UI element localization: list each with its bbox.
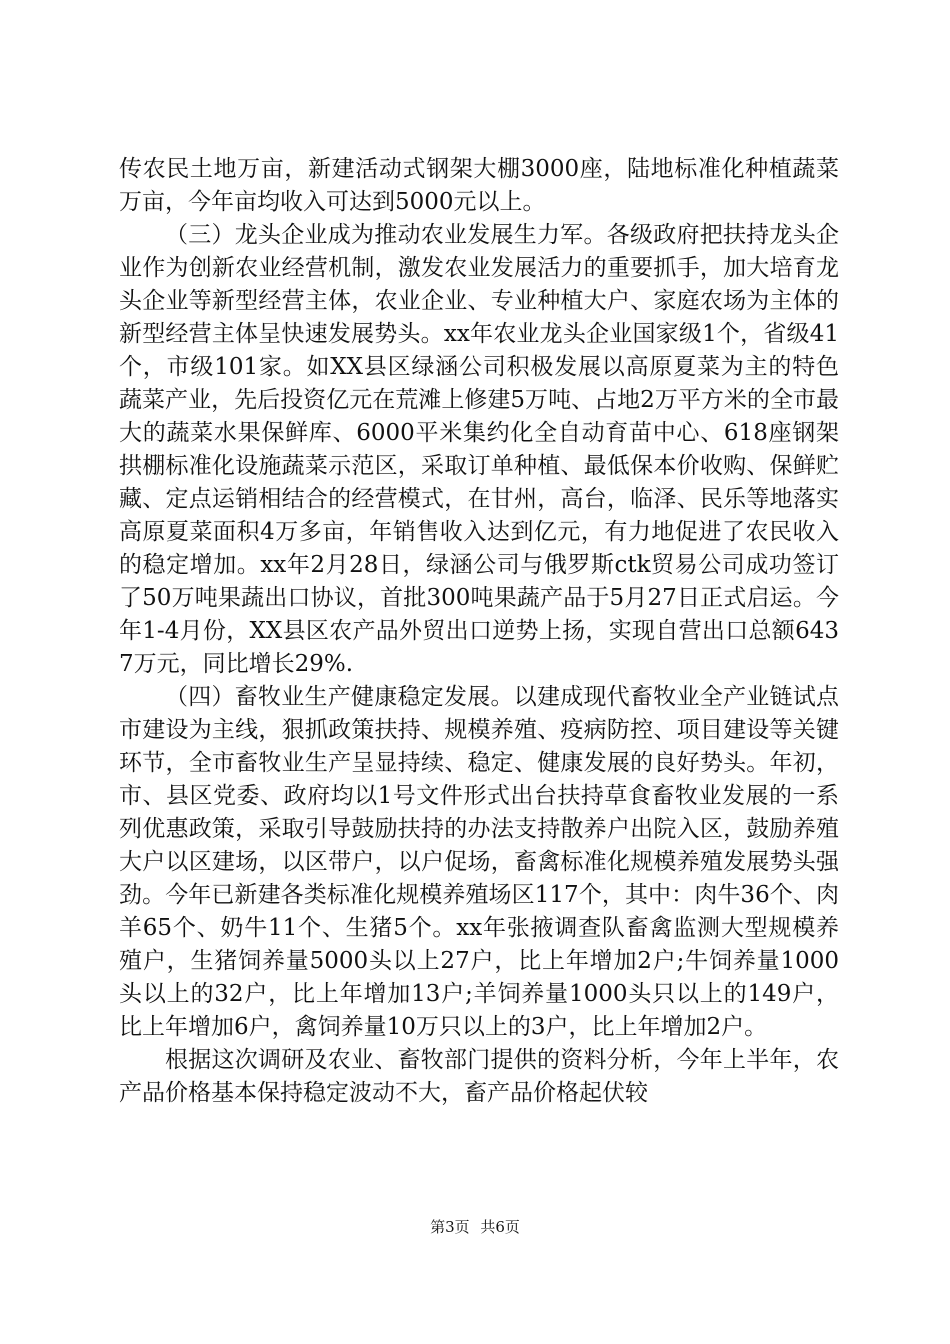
paragraph-continuation: 传农民土地万亩，新建活动式钢架大棚3000座，陆地标准化种植蔬菜万亩，今年亩均收入可达到5000元以上。 xyxy=(119,156,839,215)
page-total: 共6页 xyxy=(480,1218,520,1236)
paragraph-section-four: （四）畜牧业生产健康稳定发展。以建成现代畜牧业全产业链试点市建设为主线，狠抓政策扶持、规模养殖、疫病防控、项目建设等关键环节，全市畜牧业生产呈显持续、稳定、健康发展的良好势头。年初，市、县区党委、政府均以1号文件形式出台扶持草食畜牧业发展的一系列优惠政策，采取引导鼓励扶持的办法支持散养户出院入区，鼓励养殖大户以区建场，以区带户，以户促场，畜禽标准化规模养殖发展势头强劲。今年已新建各类标准化规模养殖场区117个，其中：肉牛36个、肉羊65个、奶牛11个、生猪5个。xx年张掖调查队畜禽监测大型规模养殖户，生猪饲养量5000头以上27户，比上年增加2户;牛饲养量1000头以上的32户，比上年增加13户;羊饲养量1000头只以上的149户，比上年增加6户，禽饲养量10万只以上的3户，比上年增加2户。 xyxy=(119,684,839,1040)
paragraph-section-three: （三）龙头企业成为推动农业发展生力军。各级政府把扶持龙头企业作为创新农业经营机制，激发农业发展活力的重要抓手，加大培育龙头企业等新型经营主体，农业企业、专业种植大户、家庭农场为主体的新型经营主体呈快速发展势头。xx年农业龙头企业国家级1个，省级41个，市级101家。如XX县区绿涵公司积极发展以高原夏菜为主的特色蔬菜产业，先后投资亿元在荒滩上修建5万吨、占地2万平方米的全市最大的蔬菜水果保鲜库、6000平米集约化全自动育苗中心、618座钢架拱棚标准化设施蔬菜示范区，采取订单种植、最低保本价收购、保鲜贮藏、定点运销相结合的经营模式，在甘州，高台，临泽、民乐等地落实高原夏菜面积4万多亩，年销售收入达到亿元，有力地促进了农民收入的稳定增加。xx年2月28日，绿涵公司与俄罗斯ctk贸易公司成功签订了50万吨果蔬出口协议，首批300吨果蔬产品于5月27日正式启运。今年1-4月份，XX县区农产品外贸出口逆势上扬，实现自营出口总额6437万元，同比增长29%. xyxy=(119,222,839,677)
body-text xyxy=(119,153,839,1110)
page-footer xyxy=(0,1217,950,1237)
paragraph-analysis: 根据这次调研及农业、畜牧部门提供的资料分析，今年上半年，农产品价格基本保持稳定波动不大，畜产品价格起伏较 xyxy=(119,1047,839,1106)
page-number: 第3页 xyxy=(430,1218,470,1236)
